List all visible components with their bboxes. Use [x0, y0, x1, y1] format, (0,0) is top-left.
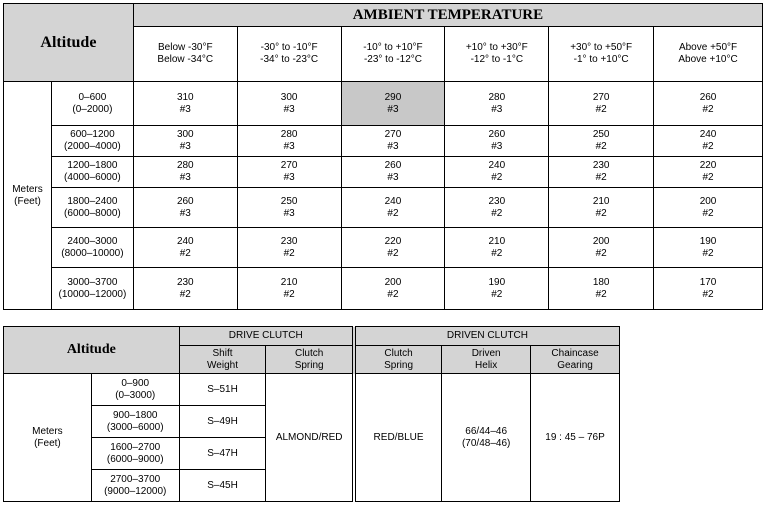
table-row: [4, 228, 763, 268]
cell-line: #2: [179, 288, 191, 300]
jet-setting-cell: [654, 188, 763, 228]
cell-line: #2: [702, 288, 714, 300]
temp-column-header: +10° to +30°F -12° to -1°C: [445, 27, 549, 82]
cell-line: #2: [595, 207, 607, 219]
jet-setting-cell: [654, 126, 763, 157]
jet-setting-cell: [654, 82, 763, 126]
cell-line: 1200–1800: [67, 160, 118, 171]
altitude-range-cell: [51, 268, 133, 310]
cell-line: 2400–3000: [67, 235, 118, 247]
cell-line: 190: [699, 235, 717, 247]
jet-setting-cell: [133, 157, 237, 188]
cell-line: 1800–2400: [67, 195, 118, 207]
altitude-range-cell: [51, 126, 133, 157]
cell-line: #3: [179, 103, 191, 115]
cell-line: 170: [699, 276, 717, 288]
cell-line: #3: [283, 103, 295, 115]
jet-setting-cell: [133, 268, 237, 310]
cell-line: 270: [280, 160, 298, 171]
jet-setting-cell: [237, 82, 341, 126]
cell-line: 280: [280, 129, 298, 140]
cell-line: 280: [488, 91, 506, 103]
cell-line: #2: [387, 207, 399, 219]
jet-setting-cell: [341, 126, 445, 157]
cell-line: Meters: [32, 425, 63, 437]
cell-line: #3: [387, 141, 399, 152]
cell-line: 66/44–46: [465, 425, 508, 437]
cell-line: 2700–3700: [110, 473, 161, 485]
jet-setting-cell: [341, 228, 445, 268]
cell-line: (6000–8000): [64, 207, 121, 219]
cell-line: 3000–3700: [67, 276, 118, 288]
cell-line: (0–3000): [115, 389, 156, 401]
jet-setting-cell: [341, 268, 445, 310]
cell-line: 220: [699, 160, 717, 171]
jet-setting-cell: [654, 157, 763, 188]
jet-setting-cell: [237, 126, 341, 157]
cell-line: #2: [702, 247, 714, 259]
cell-line: 210: [592, 195, 610, 207]
unit-label: [4, 82, 52, 310]
jet-setting-cell: [237, 268, 341, 310]
temp-column-header: -10° to +10°F -23° to -12°C: [341, 27, 445, 82]
cell-line: 260: [488, 129, 506, 140]
cell-line: 270: [384, 129, 402, 140]
cell-line: #3: [387, 172, 399, 183]
cell-line: (2000–4000): [64, 141, 121, 152]
altitude-header: Altitude: [4, 327, 180, 374]
driven-helix-header: Driven Helix: [442, 346, 531, 374]
cell-line: #2: [595, 172, 607, 183]
cell-line: 230: [280, 235, 298, 247]
jet-setting-cell: [133, 82, 237, 126]
table-row: [4, 374, 620, 406]
cell-line: 900–1800: [112, 409, 158, 421]
altitude-header: Altitude: [4, 4, 134, 82]
jet-setting-cell: [654, 228, 763, 268]
jet-setting-cell: [445, 157, 549, 188]
driven-clutch-header: DRIVEN CLUTCH: [354, 327, 620, 346]
jet-setting-cell: [237, 228, 341, 268]
temp-column-header: Below -30°F Below -34°C: [133, 27, 237, 82]
cell-line: 310: [176, 91, 194, 103]
cell-line: 0–600: [78, 91, 107, 103]
cell-line: 280: [176, 160, 194, 171]
shift-weight-cell: S–49H: [179, 406, 266, 438]
cell-line: (9000–12000): [104, 485, 167, 497]
altitude-range-cell: [51, 157, 133, 188]
cell-line: 180: [592, 276, 610, 288]
cell-line: #2: [702, 141, 714, 152]
cell-line: #3: [283, 141, 295, 152]
cell-line: 230: [592, 160, 610, 171]
jet-setting-cell: [445, 82, 549, 126]
cell-line: 240: [176, 235, 194, 247]
cell-line: #3: [283, 172, 295, 183]
jet-setting-cell: [549, 82, 654, 126]
cell-line: 250: [280, 195, 298, 207]
cell-line: (8000–10000): [61, 247, 124, 259]
cell-line: #3: [387, 103, 399, 115]
cell-line: #2: [491, 172, 503, 183]
temp-column-header: Above +50°F Above +10°C: [654, 27, 763, 82]
cell-line: 0–900: [121, 377, 150, 389]
shift-weight-header: Shift Weight: [179, 346, 266, 374]
jet-setting-cell: [341, 157, 445, 188]
jet-setting-cell: [549, 268, 654, 310]
shift-weight-cell: S–51H: [179, 374, 266, 406]
jet-setting-cell: [237, 157, 341, 188]
cell-line: (4000–6000): [64, 172, 121, 183]
clutch-settings-table: [3, 326, 620, 502]
cell-line: (Feet): [14, 195, 41, 207]
cell-line: 220: [384, 235, 402, 247]
shift-weight-cell: S–47H: [179, 438, 266, 470]
jet-setting-cell: [445, 126, 549, 157]
highlighted-jet-setting-cell: [341, 82, 445, 126]
cell-line: #3: [179, 172, 191, 183]
cell-line: #2: [702, 172, 714, 183]
cell-line: 290: [384, 91, 402, 103]
cell-line: #2: [595, 288, 607, 300]
table-row: [4, 126, 763, 157]
jet-setting-cell: [549, 188, 654, 228]
cell-line: (70/48–46): [461, 437, 511, 449]
jet-setting-cell: [341, 188, 445, 228]
cell-line: #3: [283, 207, 295, 219]
cell-line: (6000–9000): [106, 453, 164, 465]
cell-line: #2: [179, 247, 191, 259]
jet-setting-cell: [654, 268, 763, 310]
drive-clutch-header: DRIVE CLUTCH: [179, 327, 354, 346]
cell-line: 600–1200: [70, 129, 115, 140]
cell-line: 260: [176, 195, 194, 207]
cell-line: 250: [592, 129, 610, 140]
ambient-temperature-header: AMBIENT TEMPERATURE: [133, 4, 762, 27]
cell-line: 260: [699, 91, 717, 103]
jet-setting-cell: [445, 228, 549, 268]
altitude-range-cell: [51, 82, 133, 126]
cell-line: 230: [176, 276, 194, 288]
ambient-temperature-table: [3, 3, 763, 310]
table-row: [4, 157, 763, 188]
cell-line: #2: [283, 247, 295, 259]
cell-line: #2: [595, 141, 607, 152]
cell-line: 300: [176, 129, 194, 140]
cell-line: 200: [699, 195, 717, 207]
cell-line: 210: [280, 276, 298, 288]
cell-line: #2: [702, 207, 714, 219]
cell-line: 270: [592, 91, 610, 103]
altitude-range-cell: [51, 228, 133, 268]
cell-line: #2: [387, 247, 399, 259]
cell-line: #2: [595, 247, 607, 259]
cell-line: #3: [179, 141, 191, 152]
cell-line: 300: [280, 91, 298, 103]
drive-clutch-spring-cell: ALMOND/RED: [266, 374, 354, 502]
cell-line: #2: [595, 103, 607, 115]
jet-setting-cell: [549, 157, 654, 188]
chaincase-gearing-cell: 19 : 45 – 76P: [531, 374, 620, 502]
jet-setting-cell: [549, 228, 654, 268]
cell-line: 240: [488, 160, 506, 171]
cell-line: (Feet): [34, 437, 61, 449]
jet-setting-cell: [445, 188, 549, 228]
cell-line: #2: [283, 288, 295, 300]
cell-line: 200: [592, 235, 610, 247]
driven-clutch-spring-cell: RED/BLUE: [354, 374, 442, 502]
table-row: [4, 82, 763, 126]
altitude-range-cell: [91, 470, 179, 502]
chaincase-gearing-header: Chaincase Gearing: [531, 346, 620, 374]
altitude-range-cell: [91, 406, 179, 438]
jet-setting-cell: [133, 188, 237, 228]
cell-line: #3: [491, 141, 503, 152]
cell-line: #2: [491, 288, 503, 300]
cell-line: #2: [491, 207, 503, 219]
cell-line: 230: [488, 195, 506, 207]
cell-line: 210: [488, 235, 506, 247]
cell-line: 240: [699, 129, 717, 140]
cell-line: (0–2000): [72, 103, 113, 115]
altitude-range-cell: [91, 374, 179, 406]
driven-helix-cell: [442, 374, 531, 502]
drive-clutch-spring-header: Clutch Spring: [266, 346, 354, 374]
cell-line: Meters: [12, 183, 43, 195]
jet-setting-cell: [445, 268, 549, 310]
jet-setting-cell: [237, 188, 341, 228]
table-row: [4, 268, 763, 310]
table-row: [4, 188, 763, 228]
cell-line: #3: [179, 207, 191, 219]
driven-clutch-spring-header: Clutch Spring: [354, 346, 442, 374]
cell-line: 190: [488, 276, 506, 288]
cell-line: (3000–6000): [106, 421, 164, 433]
cell-line: 240: [384, 195, 402, 207]
altitude-range-cell: [91, 438, 179, 470]
cell-line: 260: [384, 160, 402, 171]
cell-line: 1600–2700: [110, 441, 161, 453]
unit-label: [4, 374, 92, 502]
cell-line: (10000–12000): [58, 288, 127, 300]
shift-weight-cell: S–45H: [179, 470, 266, 502]
cell-line: #2: [491, 247, 503, 259]
altitude-range-cell: [51, 188, 133, 228]
cell-line: #3: [491, 103, 503, 115]
cell-line: #2: [387, 288, 399, 300]
jet-setting-cell: [133, 228, 237, 268]
cell-line: 200: [384, 276, 402, 288]
temp-column-header: +30° to +50°F -1° to +10°C: [549, 27, 654, 82]
jet-setting-cell: [133, 126, 237, 157]
temp-column-header: -30° to -10°F -34° to -23°C: [237, 27, 341, 82]
jet-setting-cell: [549, 126, 654, 157]
cell-line: #2: [702, 103, 714, 115]
